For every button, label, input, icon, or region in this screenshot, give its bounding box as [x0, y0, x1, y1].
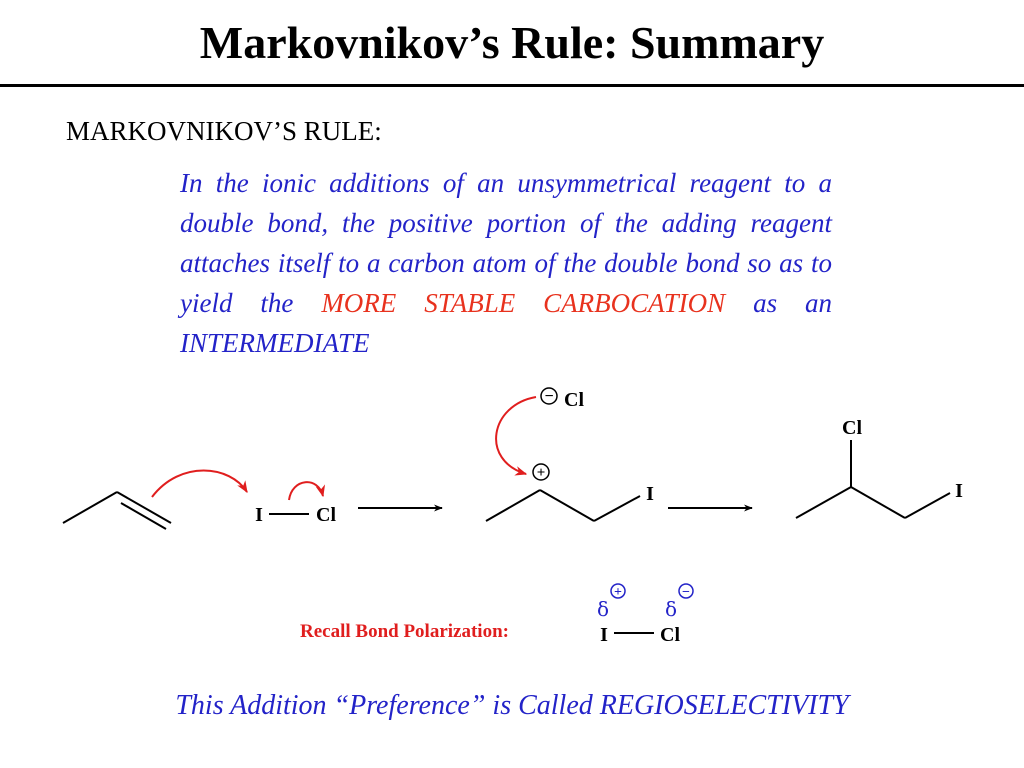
negative-charge-sign: − — [544, 388, 554, 405]
polarization-negative-sign: − — [682, 585, 690, 600]
rule-text-end: as an INTERMEDIATE — [180, 288, 832, 358]
chloride-ion — [541, 388, 584, 411]
polarization-label: Recall Bond Polarization: — [300, 621, 509, 642]
chloride-label: Cl — [564, 389, 584, 411]
propene-molecule — [63, 492, 171, 529]
rule-heading: MARKOVNIKOV’S RULE: — [66, 116, 382, 146]
delta-positive: δ — [596, 597, 610, 621]
carbocation-intermediate — [486, 490, 640, 521]
intermediate-iodine: I — [646, 483, 654, 505]
rule-text-start: In the ionic additions of an unsymmetrical reagent to a double bond, the positive portion of the adding reagent attaches itself to a carbon atom of the double bond so as to yield the — [180, 168, 832, 318]
slide-title: Markovnikov’s Rule: Summary — [199, 17, 825, 68]
delta-negative: δ — [664, 597, 678, 621]
rule-highlight: MORE STABLE CARBOCATION — [321, 288, 726, 318]
product-chlorine: Cl — [842, 417, 862, 439]
electron-push-arrow-1 — [152, 471, 247, 498]
polarization-iodine: I — [600, 624, 608, 646]
regioselectivity-statement: This Addition “Preference” is Called REGIOSELECTIVITY — [175, 690, 849, 721]
polarization-chlorine: Cl — [660, 624, 680, 646]
bond-polarization — [597, 584, 693, 646]
positive-charge-sign: + — [536, 465, 546, 481]
product-molecule — [796, 440, 950, 518]
nucleophile-attack-arrow — [496, 397, 536, 474]
reagent-iodine: I — [255, 504, 263, 526]
product-iodine: I — [955, 480, 963, 502]
polarization-positive-sign: + — [614, 585, 622, 600]
reagent-chlorine: Cl — [316, 504, 336, 526]
electron-push-arrow-2 — [289, 482, 323, 500]
